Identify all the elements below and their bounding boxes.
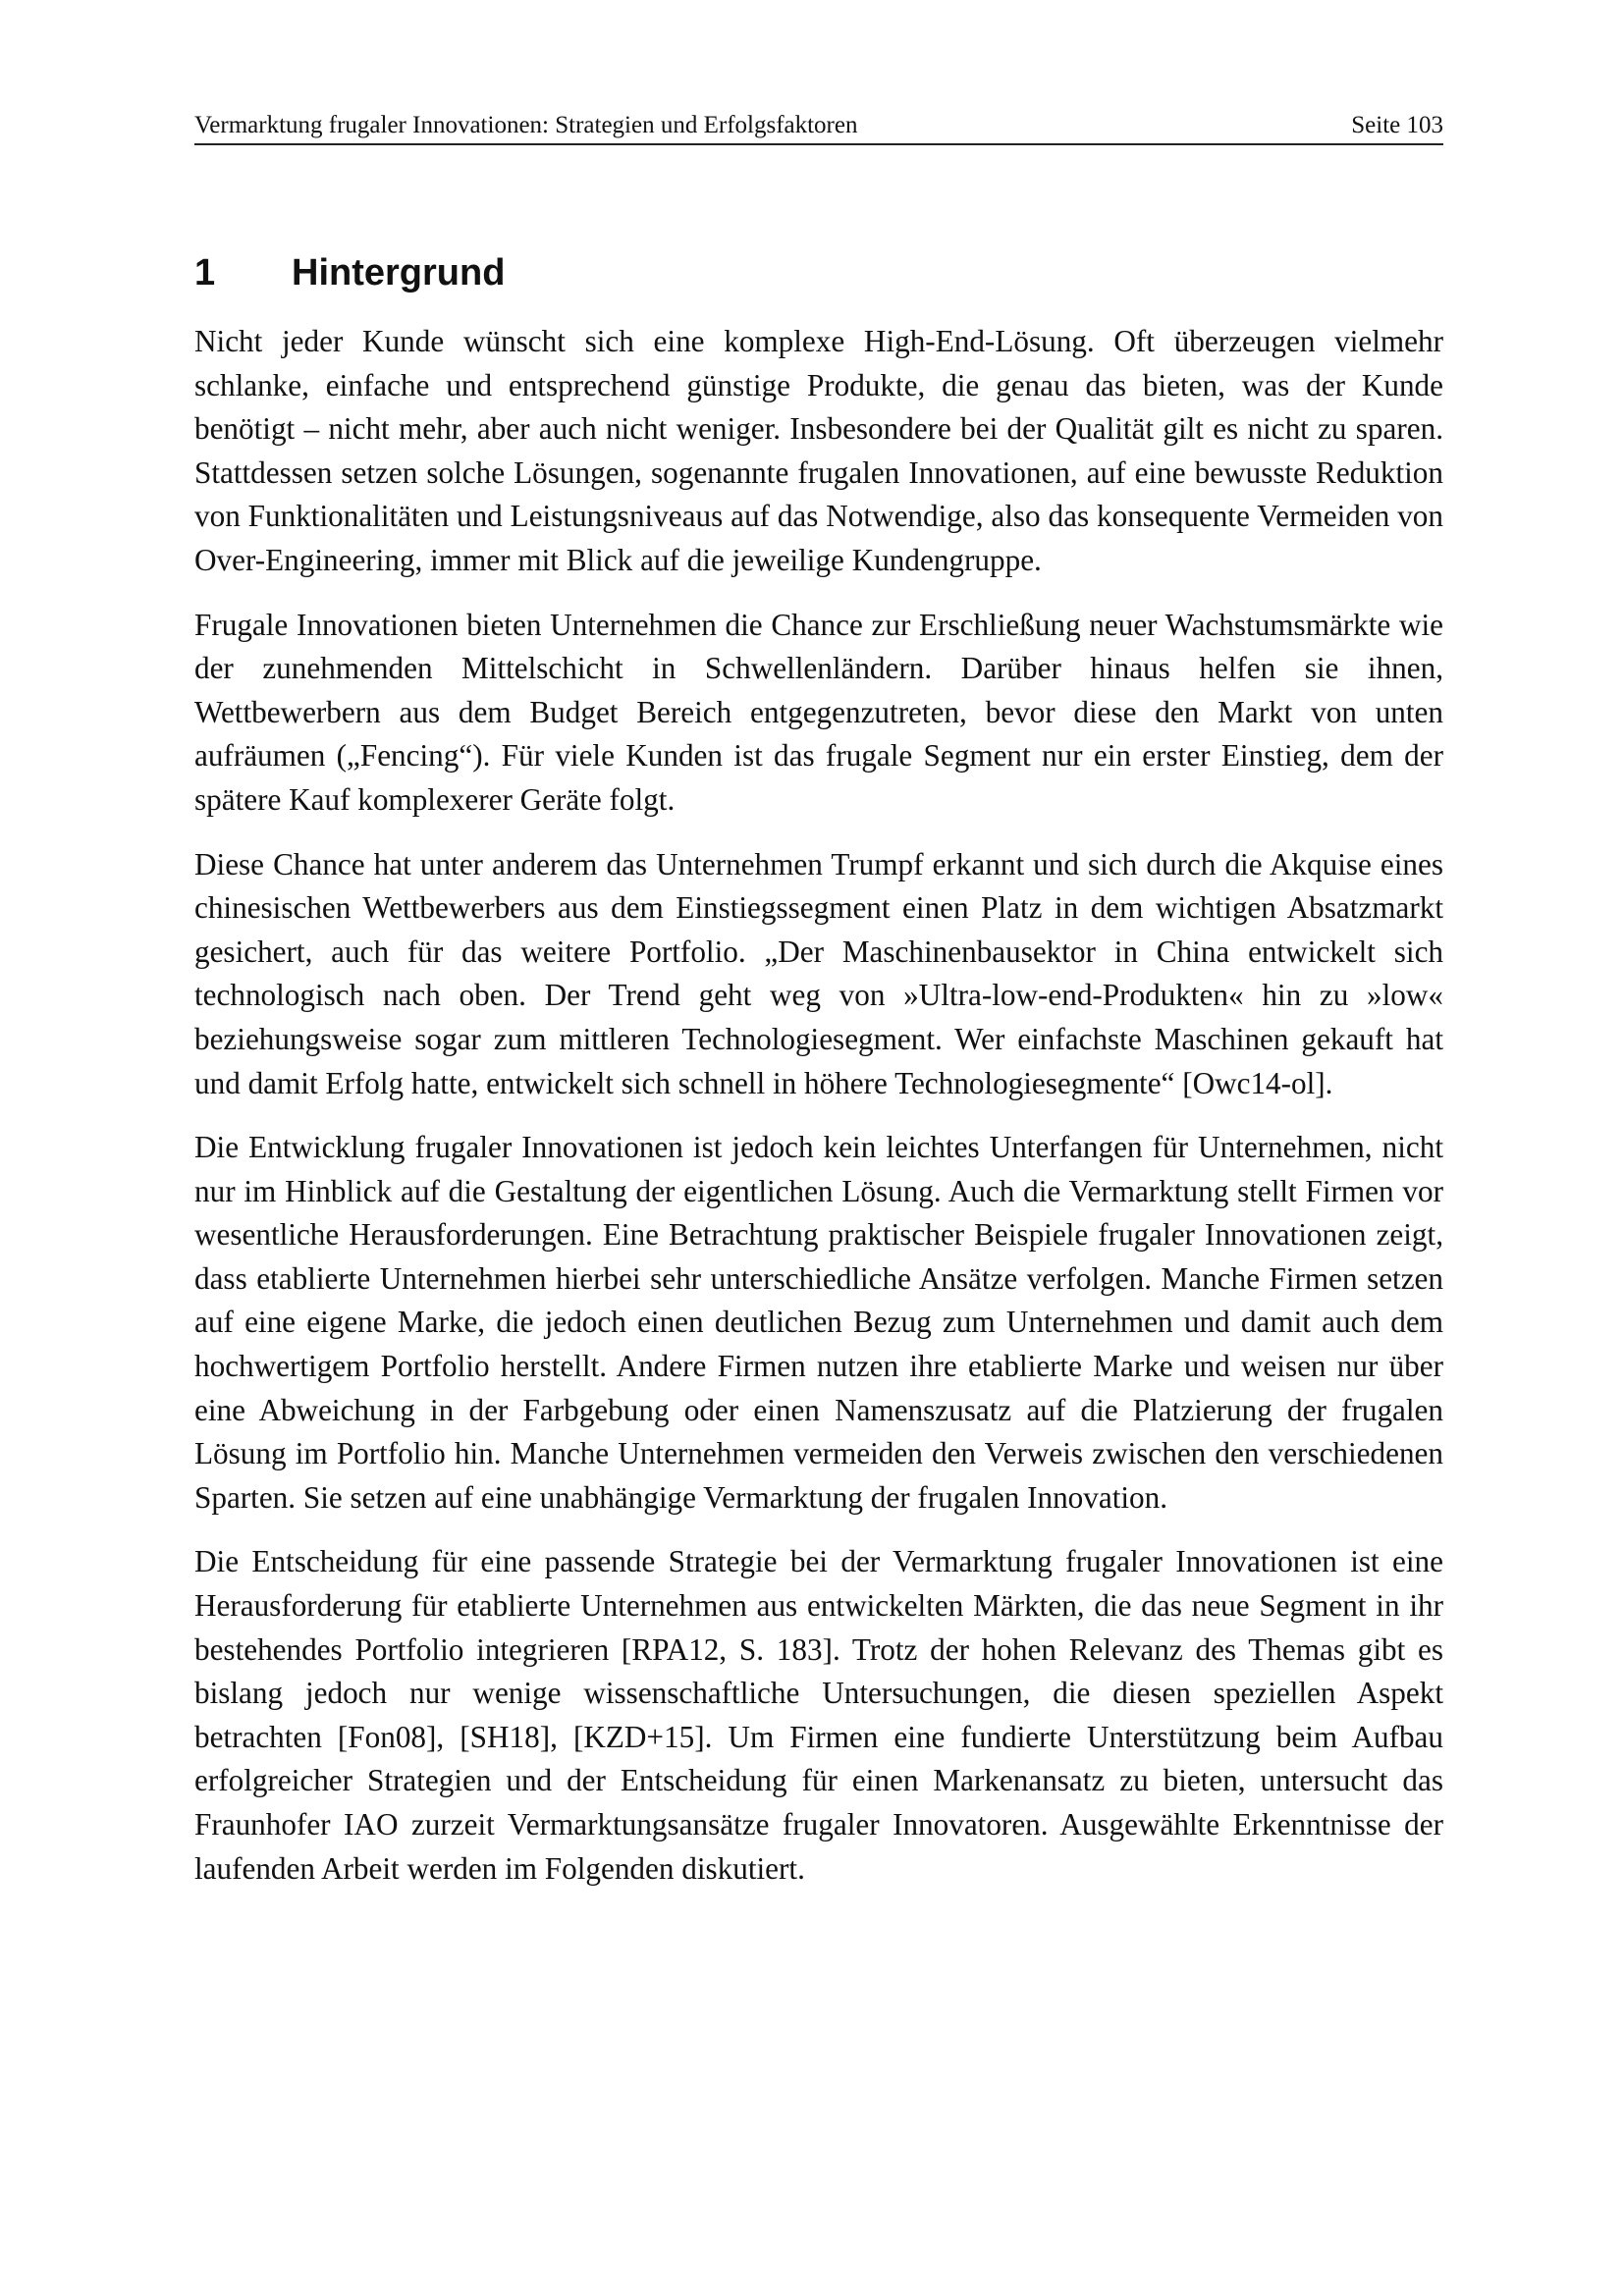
page-header xyxy=(194,108,1443,145)
paragraph: Frugale Innovationen bieten Unternehmen die Chance zur Erschließung neuer Wachstumsmärkte wie der zunehmenden Mittelschicht in Schwellenländern. Darüber hinaus helfen sie ihnen, Wettbewerbern aus dem Budget Bereich entgegenzutreten, bevor diese den Markt von unten aufräumen („Fencing“). Für viele Kunden ist das frugale Segment nur ein erster Einstieg, dem der spätere Kauf komplexerer Geräte folgt. xyxy=(194,607,1443,817)
paragraph: Diese Chance hat unter anderem das Unternehmen Trumpf erkannt und sich durch die Akquise eines chinesischen Wettbewerbers aus dem Einstiegssegment einen Platz in dem wichtigen Absatzmarkt gesichert, auch für das weitere Portfolio. „Der Maschinenbausektor in China entwickelt sich technologisch nach oben. Der Trend geht weg von »Ultra-low-end-Produkten« hin zu »low« beziehungsweise sogar zum mittleren Technologiesegment. Wer einfachste Maschinen gekauft hat und damit Erfolg hatte, entwickelt sich schnell in höhere Technologiesegmente“ [Owc14-ol]. xyxy=(194,846,1443,1100)
page-number: Seite 103 xyxy=(1351,112,1443,138)
section-heading xyxy=(194,247,1443,298)
paragraph: Die Entwicklung frugaler Innovationen ist jedoch kein leichtes Unterfangen für Unternehmen, nicht nur im Hinblick auf die Gestaltung der eigentlichen Lösung. Auch die Vermarktung stellt Firmen vor wesentliche Herausforderungen. Eine Betrachtung praktischer Beispiele frugaler Innovationen zeigt, dass etablierte Unternehmen hierbei sehr unterschiedliche Ansätze verfolgen. Manche Firmen setzen auf eine eigene Marke, die jedoch einen deutlichen Bezug zum Unternehmen und damit auch dem hochwertigem Portfolio herstellt. Andere Firmen nutzen ihre etablierte Marke und weisen nur über eine Abweichung in der Farbgebung oder einen Namenszusatz auf die Platzierung der frugalen Lösung im Portfolio hin. Manche Unternehmen vermeiden den Verweis zwischen den verschiedenen Sparten. Sie setzen auf eine unabhängige Vermarktung der frugalen Innovation. xyxy=(194,1130,1443,1515)
section-number: 1 xyxy=(194,252,216,294)
running-title: Vermarktung frugaler Innovationen: Strategien und Erfolgsfaktoren xyxy=(194,112,858,138)
paragraph: Nicht jeder Kunde wünscht sich eine komplexe High-End-Lösung. Oft überzeugen vielmehr schlanke, einfache und entsprechend günstige Produkte, die genau das bieten, was der Kunde benötigt – nicht mehr, aber auch nicht weniger. Insbesondere bei der Qualität gilt es nicht zu sparen. Stattdessen setzen solche Lösungen, sogenannte frugalen Innovationen, auf eine bewusste Reduktion von Funktionalitäten und Leistungsniveaus auf das Notwendige, also das konsequente Vermeiden von Over-Engineering, immer mit Blick auf die jeweilige Kundengruppe. xyxy=(194,324,1443,577)
section-title: Hintergrund xyxy=(292,252,506,294)
paragraph: Die Entscheidung für eine passende Strategie bei der Vermarktung frugaler Innovationen ist eine Herausforderung für etablierte Unternehmen aus entwickelten Märkten, die das neue Segment in ihr bestehendes Portfolio integrieren [RPA12, S. 183]. Trotz der hohen Relevanz des Themas gibt es bislang jedoch nur wenige wissenschaftliche Untersuchungen, die diesen speziellen Aspekt betrachten [Fon08], [SH18], [KZD+15]. Um Firmen eine fundierte Unterstützung beim Aufbau erfolgreicher Strategien und der Entscheidung für einen Markenansatz zu bieten, untersucht das Fraunhofer IAO zurzeit Vermarktungsansätze frugaler Innovatoren. Ausgewählte Erkenntnisse der laufenden Arbeit werden im Folgenden diskutiert. xyxy=(194,1544,1443,1886)
body-text xyxy=(194,320,1443,1911)
